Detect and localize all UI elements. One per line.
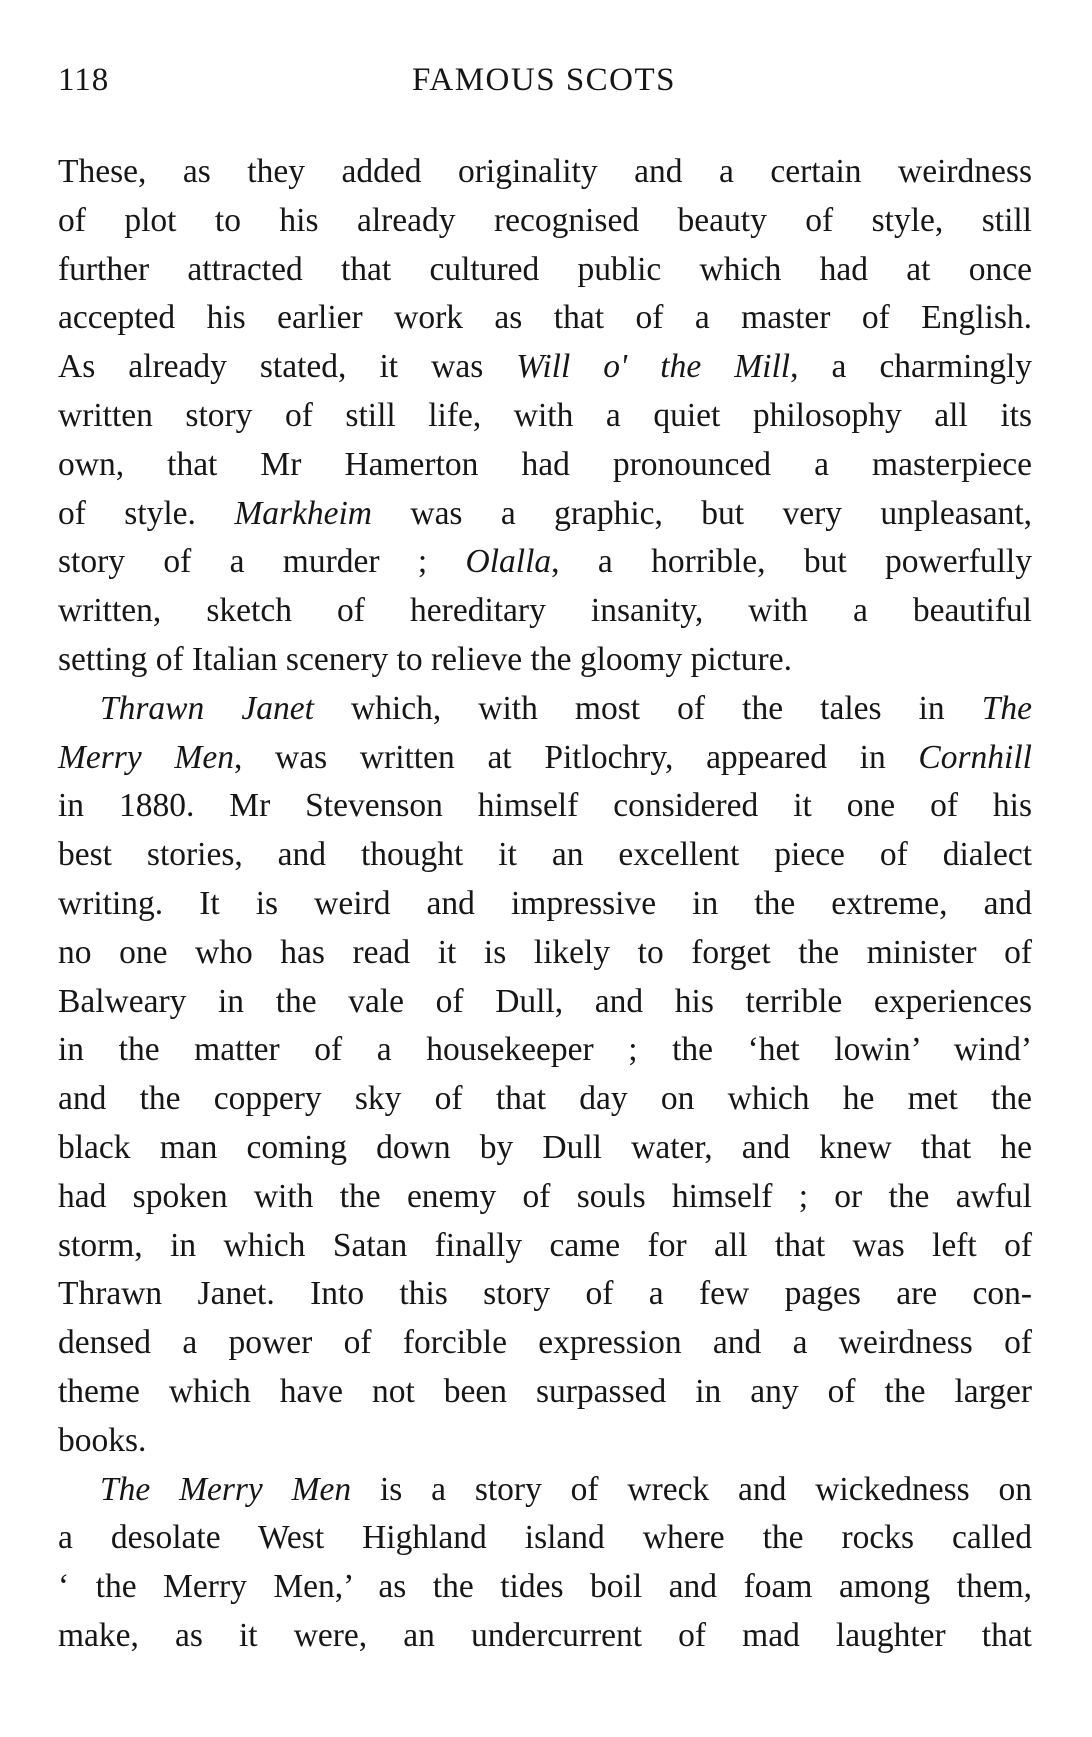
text-line: written story of still life, with a quiet philosophy all its [58, 396, 1032, 434]
italic-title: Thrawn Janet [100, 689, 314, 727]
italic-title: Markheim [234, 494, 372, 532]
text-line: writing. It is weird and impressive in the extreme, and [58, 884, 1032, 922]
text-line: in the matter of a housekeeper ; the ‘het lowin’ wind’ [58, 1031, 1032, 1069]
text-line: best stories, and thought it an excellent piece of dialect [58, 836, 1032, 874]
text-line: no one who has read it is likely to forget the minister of [58, 933, 1032, 971]
text-line: densed a power of forcible expression and a weirdness of [58, 1324, 1032, 1362]
italic-title: Cornhill [918, 738, 1032, 776]
text-line: Balweary in the vale of Dull, and his terrible experiences [58, 982, 1032, 1020]
text-line: storm, in which Satan finally came for all that was left of [58, 1226, 1032, 1264]
italic-title: Olalla [465, 543, 552, 581]
text-run: was a graphic, but very unpleasant, [372, 494, 1032, 532]
text-line: These, as they added originality and a certain weirdness [58, 153, 1032, 190]
italic-title: Will o' the Mill [516, 348, 791, 386]
italic-title: The [981, 689, 1032, 727]
text-line [58, 538, 1032, 587]
text-run: , a horrible, but powerfully [551, 543, 1032, 581]
text-run: , was written at Pitlochry, appeared in [233, 738, 919, 776]
page-header [58, 62, 1030, 106]
text-run: is a story of wreck and wickedness on [351, 1470, 1032, 1508]
text-line: and the coppery sky of that day on which he met the [58, 1080, 1032, 1118]
text-line [58, 685, 1032, 734]
text-line: Thrawn Janet. Into this story of a few pages are con- [58, 1275, 1032, 1313]
text-run: of style. [58, 494, 235, 532]
body-text [58, 148, 1032, 1661]
text-run: As already stated, it was [58, 348, 517, 386]
text-line: further attracted that cultured public which had at once [58, 250, 1032, 288]
text-line: written, sketch of hereditary insanity, with a beautiful [58, 592, 1032, 630]
text-line: make, as it were, an undercurrent of mad laughter that [58, 1616, 1032, 1654]
text-line [58, 490, 1032, 539]
italic-title: The Merry Men [100, 1470, 352, 1508]
text-line: a desolate West Highland island where the rocks called [58, 1519, 1032, 1557]
text-line [58, 343, 1032, 392]
running-head: FAMOUS SCOTS [411, 62, 677, 98]
text-line: own, that Mr Hamerton had pronounced a masterpiece [58, 445, 1032, 483]
text-line: accepted his earlier work as that of a master of English. [58, 299, 1032, 337]
text-run: , a charmingly [790, 348, 1033, 386]
text-line: ‘ the Merry Men,’ as the tides boil and foam among them, [58, 1568, 1032, 1606]
text-line: books. [58, 1421, 147, 1459]
text-line: setting of Italian scenery to relieve the gloomy picture. [58, 640, 792, 678]
text-line: of plot to his already recognised beauty of style, still [58, 201, 1032, 239]
text-run: which, with most of the tales in [313, 689, 982, 727]
text-line: black man coming down by Dull water, and knew that he [58, 1128, 1032, 1166]
text-line: in 1880. Mr Stevenson himself considered it one of his [58, 787, 1032, 825]
text-run: story of a murder ; [58, 543, 466, 581]
page-number: 118 [58, 62, 110, 98]
text-line [58, 1466, 1032, 1515]
text-line: theme which have not been surpassed in any of the larger [58, 1372, 1032, 1410]
text-line [58, 734, 1032, 783]
italic-title: Merry Men [58, 738, 234, 776]
text-line: had spoken with the enemy of souls himself ; or the awful [58, 1177, 1032, 1215]
